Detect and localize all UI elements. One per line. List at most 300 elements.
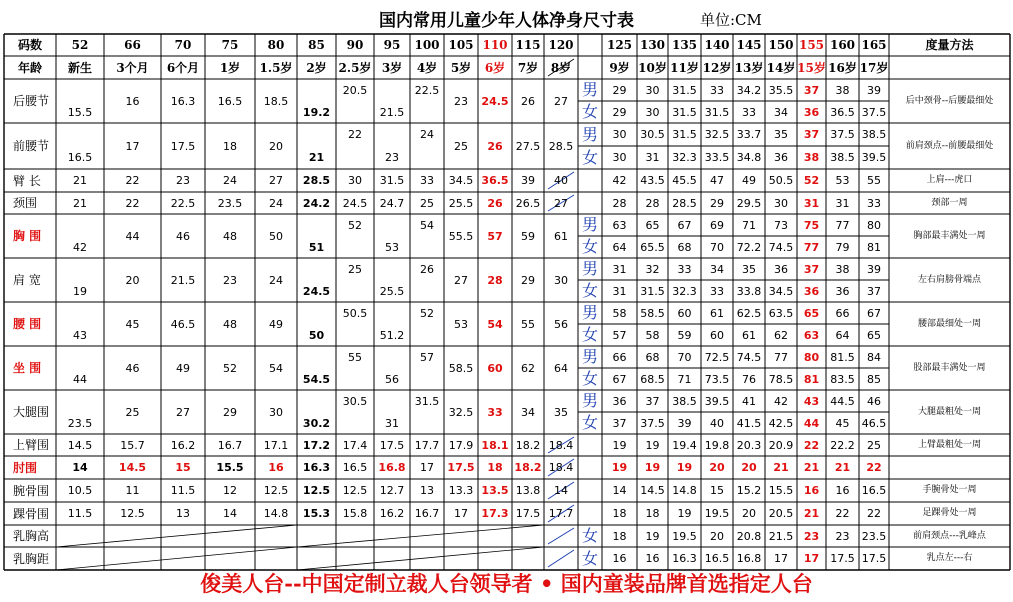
data-cell: 13: [176, 507, 190, 520]
data-cell: 11.5: [170, 484, 196, 497]
data-cell: 37: [612, 416, 627, 430]
data-cell: 30: [645, 105, 660, 119]
age-header-cell: 6个月: [166, 60, 200, 75]
data-cell: 14: [612, 484, 627, 497]
data-cell: 67: [677, 218, 692, 232]
data-cell: 15.8: [342, 507, 368, 520]
data-cell: 81: [803, 372, 820, 386]
data-cell: 15.5: [216, 461, 244, 474]
data-cell: 46.5: [170, 317, 196, 331]
data-cell: 12.5: [120, 507, 145, 520]
data-cell: 24.7: [379, 196, 405, 210]
age-header-cell: [578, 56, 602, 79]
data-cell: 42: [774, 394, 788, 408]
code-header-cell: 70: [174, 38, 192, 52]
data-cell: 35: [774, 128, 788, 141]
data-cell: 19.8: [704, 438, 730, 452]
data-cell: 42: [73, 240, 87, 254]
age-header-cell: 3个月: [116, 60, 149, 75]
data-cell: 53: [385, 240, 399, 254]
data-cell: 18: [612, 529, 627, 543]
data-cell: 66: [612, 350, 627, 364]
data-cell: 23: [454, 94, 468, 108]
data-cell: 30: [269, 405, 283, 419]
data-cell: 21.5: [768, 529, 794, 543]
data-cell: 23: [803, 529, 820, 543]
data-cell: 62.5: [736, 306, 762, 320]
data-cell: 19: [73, 284, 87, 298]
age-header-cell: 15岁: [797, 60, 826, 75]
data-cell: 15: [175, 461, 191, 474]
data-cell: 15.5: [768, 484, 794, 497]
data-cell: 28: [645, 196, 660, 210]
data-cell: 50.5: [342, 306, 368, 320]
data-cell: 18: [223, 139, 237, 153]
sex-female-label: 女: [581, 325, 598, 344]
data-cell: 63: [803, 328, 820, 342]
data-cell: 18: [612, 507, 627, 520]
data-cell: 17.3: [481, 507, 509, 520]
data-cell: 70: [677, 350, 692, 364]
data-cell: 23: [176, 174, 190, 187]
data-cell: 79: [835, 240, 850, 254]
data-cell: 43: [803, 394, 820, 408]
data-cell: 20.8: [736, 529, 762, 543]
data-cell: 22: [867, 507, 881, 520]
data-cell: 61: [554, 229, 568, 243]
data-cell: 29: [521, 273, 535, 287]
data-cell: 14: [72, 461, 88, 474]
data-cell: 15.7: [120, 438, 145, 452]
data-cell: 16.3: [302, 461, 331, 474]
data-cell: 55: [867, 174, 881, 187]
data-cell: 16.2: [379, 507, 405, 520]
data-cell: 20.5: [342, 83, 368, 97]
age-header-cell: 新生: [67, 60, 92, 75]
data-cell: 29: [612, 83, 627, 97]
measure-label: 坐 围: [13, 361, 42, 375]
data-cell: 28: [612, 196, 627, 210]
data-cell: 48: [223, 317, 237, 331]
data-cell: 46: [125, 361, 140, 375]
data-cell: 22.5: [170, 196, 196, 210]
data-cell: 67: [867, 306, 881, 320]
data-cell: 40: [554, 174, 568, 187]
data-cell: 16.5: [704, 552, 730, 565]
data-cell: 28.5: [548, 139, 574, 153]
data-cell: 38: [803, 151, 820, 164]
code-header-cell: 80: [267, 38, 285, 52]
measure-label: 乳胸高: [13, 529, 50, 543]
data-cell: 57: [420, 350, 434, 364]
data-cell: 13.5: [481, 484, 509, 497]
code-header-cell: 165: [861, 38, 887, 52]
data-cell: 53: [835, 174, 850, 187]
data-cell: 19: [644, 461, 661, 474]
age-header-cell: 16岁: [828, 60, 857, 75]
data-cell: 17.5: [861, 552, 887, 565]
data-cell: 46.5: [861, 416, 887, 430]
data-cell: 24: [269, 196, 283, 210]
data-cell: 63: [612, 218, 627, 232]
data-cell: 14.5: [118, 461, 147, 474]
data-cell: 36: [774, 262, 788, 276]
data-cell: 71: [677, 372, 692, 386]
data-cell: 34: [710, 262, 724, 276]
sex-female-label: 女: [581, 548, 598, 568]
data-cell: 32.3: [672, 284, 697, 298]
data-cell: 37: [803, 83, 820, 97]
measure-method: 颈部一周: [931, 197, 968, 208]
data-cell: 32: [645, 262, 660, 276]
measure-method: 腰部最细处一周: [917, 318, 981, 329]
data-cell: 18.2: [514, 461, 542, 474]
data-cell: 44: [73, 372, 87, 386]
data-cell: 60: [487, 361, 503, 375]
measure-label: 肩 宽: [13, 273, 41, 287]
data-cell: 74.5: [736, 350, 762, 364]
data-cell: 17: [125, 139, 140, 153]
data-cell: 69: [710, 218, 724, 232]
code-header-cell: 95: [383, 38, 401, 52]
data-cell: 19.5: [672, 529, 697, 543]
data-cell: 31.5: [672, 128, 697, 141]
data-cell: 30: [612, 128, 627, 141]
data-cell: 16.5: [342, 461, 368, 474]
data-cell: 33: [710, 83, 724, 97]
data-cell: 27: [554, 94, 568, 108]
data-cell: 17.1: [263, 438, 289, 452]
data-cell: 33: [420, 174, 434, 187]
data-cell: 49: [742, 174, 756, 187]
data-cell: 50: [308, 328, 325, 342]
data-cell: 20.9: [768, 438, 794, 452]
data-cell: 31.5: [672, 83, 697, 97]
age-header-cell: 5岁: [450, 60, 472, 75]
data-cell: 25: [454, 139, 468, 153]
data-cell: 55: [521, 317, 535, 331]
data-cell: 31: [835, 196, 850, 210]
data-cell: 29: [612, 105, 627, 119]
measure-method: [889, 456, 1010, 479]
data-cell: 62: [521, 361, 535, 375]
data-cell: 70: [710, 240, 724, 254]
data-cell: 55: [348, 350, 362, 364]
data-cell: 64: [835, 328, 850, 342]
data-cell: 20.3: [736, 438, 762, 452]
data-cell: 81: [867, 240, 881, 254]
measure-method: 足踝骨处一周: [922, 508, 977, 518]
sex-male-label: 男: [581, 259, 598, 278]
data-cell: 65: [803, 306, 820, 320]
data-cell: 81.5: [830, 350, 855, 364]
data-cell: 16.7: [217, 438, 243, 452]
data-cell: 37.5: [861, 105, 887, 119]
data-cell: 27.5: [515, 139, 541, 153]
data-cell: 19: [677, 507, 692, 520]
data-cell: 19.2: [302, 105, 331, 119]
data-cell: 36: [803, 284, 820, 298]
method-header: 度量方法: [925, 38, 974, 52]
data-cell: 16: [803, 484, 820, 497]
code-header-cell: 85: [308, 38, 325, 52]
data-cell: 17: [420, 461, 434, 474]
data-cell: 45.5: [672, 174, 697, 187]
data-cell: 28.5: [302, 174, 331, 187]
data-cell: 14.5: [640, 484, 665, 497]
age-header-cell: 7岁: [517, 60, 539, 75]
data-cell: 17.2: [302, 438, 331, 452]
data-cell: 74.5: [768, 240, 794, 254]
data-cell: 80: [803, 350, 820, 364]
data-cell: 37: [867, 284, 881, 298]
data-cell: 63.5: [768, 306, 794, 320]
data-cell: 11: [125, 484, 140, 497]
unit-label: 单位:CM: [700, 11, 762, 29]
data-cell: 19: [676, 461, 693, 474]
data-cell: 66: [835, 306, 850, 320]
data-cell: 26.5: [515, 196, 541, 210]
data-cell: 68.5: [640, 372, 665, 386]
measure-label: 前腰节: [13, 139, 50, 153]
data-cell: 34.5: [768, 284, 794, 298]
data-cell: 36.5: [830, 105, 855, 119]
data-cell: 52: [803, 174, 820, 187]
data-cell: 18.2: [515, 438, 541, 452]
data-cell: 68: [677, 240, 692, 254]
data-cell: 22: [866, 461, 882, 474]
data-cell: 38.5: [830, 151, 855, 164]
data-cell: 77: [835, 218, 850, 232]
data-cell: 43.5: [640, 174, 665, 187]
data-cell: 18.1: [481, 438, 509, 452]
sex-male-label: 男: [581, 124, 598, 144]
data-cell: 15: [710, 484, 724, 497]
data-cell: 24: [269, 273, 283, 287]
data-cell: 41.5: [736, 416, 762, 430]
data-cell: 37: [645, 394, 660, 408]
data-cell: 54: [420, 218, 434, 232]
data-cell: 25.5: [448, 196, 474, 210]
data-cell: 65.5: [640, 240, 665, 254]
code-header-cell: [578, 34, 602, 56]
data-cell: 67: [612, 372, 627, 386]
measure-label: 臂 长: [13, 173, 41, 188]
data-cell: 54: [487, 317, 503, 331]
data-cell: 16.3: [170, 94, 196, 108]
data-cell: 21.5: [379, 105, 405, 119]
data-cell: 34.5: [448, 174, 474, 187]
data-cell: 17.5: [515, 507, 541, 520]
age-header-cell: 13岁: [734, 60, 764, 75]
age-header-cell: 14岁: [766, 60, 796, 75]
measure-label: 上臂围: [13, 438, 50, 452]
data-cell: 30: [774, 196, 788, 210]
data-cell: 18: [487, 461, 503, 474]
data-cell: 19: [645, 438, 660, 452]
data-cell: 13.8: [515, 484, 541, 497]
data-cell: 24: [223, 174, 237, 187]
data-cell: 21: [308, 151, 325, 164]
data-cell: 17: [454, 507, 468, 520]
data-cell: 77: [803, 240, 820, 254]
data-cell: 21: [803, 507, 820, 520]
data-cell: 14: [223, 507, 237, 520]
measure-method: 手腕骨处一周: [922, 485, 977, 495]
data-cell: 31: [612, 284, 627, 298]
data-cell: 43: [73, 328, 87, 342]
data-cell: 85: [867, 372, 881, 386]
data-cell: 77: [774, 350, 788, 364]
data-cell: 14.5: [67, 438, 93, 452]
data-cell: 31: [612, 262, 627, 276]
data-cell: 62: [774, 328, 788, 342]
data-cell: 58: [645, 328, 660, 342]
data-cell: 64: [612, 240, 627, 254]
code-header-cell: 66: [124, 38, 141, 52]
page-title: 国内常用儿童少年人体净身尺寸表: [379, 11, 634, 31]
data-cell: 22: [348, 128, 362, 141]
data-cell: 17.5: [170, 139, 196, 153]
data-cell: 73.5: [704, 372, 730, 386]
data-cell: 15.5: [67, 105, 93, 119]
data-cell: 46: [867, 394, 881, 408]
data-cell: 22.2: [830, 438, 855, 452]
code-header-cell: 100: [414, 38, 440, 52]
data-cell: 32.3: [672, 151, 697, 164]
data-cell: 42.5: [768, 416, 794, 430]
data-cell: 54: [269, 361, 283, 375]
data-cell: 14.8: [672, 484, 697, 497]
data-cell: 68: [645, 350, 660, 364]
data-cell: 42: [612, 174, 627, 187]
code-header-cell: 105: [448, 38, 474, 52]
data-cell: 20: [741, 461, 757, 474]
data-cell: 21: [73, 174, 87, 187]
data-cell: 30.2: [302, 416, 331, 430]
data-cell: 31.5: [672, 105, 697, 119]
data-cell: 10.5: [67, 484, 93, 497]
data-cell: 14: [554, 484, 568, 497]
measure-label: 腕骨围: [13, 483, 50, 498]
data-cell: 24.5: [302, 284, 331, 298]
data-cell: 19.5: [704, 507, 730, 520]
code-header-cell: 125: [606, 38, 633, 52]
age-header-cell: 9岁: [609, 60, 630, 75]
data-cell: 46: [176, 229, 190, 243]
age-header-cell: 6岁: [484, 60, 506, 75]
code-header-cell: 115: [515, 38, 541, 52]
data-cell: 33: [742, 105, 756, 119]
data-cell: 50: [269, 229, 283, 243]
sex-male-label: 男: [581, 80, 598, 99]
data-cell: 16: [125, 94, 140, 108]
footer-slogan: 俊美人台--中国定制立裁人台领导者 • 国内童装品牌首选指定人台: [200, 571, 813, 596]
data-cell: 17.7: [414, 438, 440, 452]
data-cell: 19.4: [672, 438, 697, 452]
data-cell: 33: [487, 405, 503, 419]
data-cell: 58.5: [640, 306, 665, 320]
data-cell: 12.7: [379, 484, 405, 497]
data-cell: 83.5: [830, 372, 855, 386]
data-cell: 31: [385, 416, 399, 430]
age-header-cell: 11岁: [670, 60, 699, 75]
data-cell: 23: [385, 151, 399, 164]
data-cell: 15.3: [302, 507, 331, 520]
sex-female-label: 女: [581, 526, 598, 545]
code-header-cell: 52: [71, 38, 89, 52]
data-cell: 33.7: [736, 128, 762, 141]
data-cell: 65: [867, 328, 881, 342]
data-cell: 27: [454, 273, 468, 287]
data-cell: 21: [73, 196, 87, 210]
data-cell: 31.5: [704, 105, 730, 119]
data-cell: 40: [710, 416, 724, 430]
data-cell: 45: [125, 317, 140, 331]
data-cell: 29: [710, 196, 724, 210]
measure-label: 腰 围: [13, 317, 42, 331]
measure-method: 后中颈骨--后腰最细处: [905, 95, 994, 106]
data-cell: 58.5: [448, 361, 474, 375]
data-cell: 23: [835, 529, 850, 543]
measure-method: 前肩颈点--前腰最细处: [905, 140, 994, 151]
data-cell: 27: [269, 174, 283, 187]
data-cell: 21.5: [170, 273, 196, 287]
data-cell: 52: [223, 361, 237, 375]
data-cell: 58: [612, 306, 627, 320]
data-cell: 16.8: [378, 461, 406, 474]
data-cell: 17.4: [342, 438, 368, 452]
data-cell: 24.2: [302, 196, 331, 210]
data-cell: 25: [348, 262, 362, 276]
data-cell: 12.5: [342, 484, 368, 497]
age-header-cell: 1岁: [219, 60, 241, 75]
data-cell: 33: [677, 262, 692, 276]
data-cell: 17.9: [448, 438, 474, 452]
data-cell: 24: [420, 128, 434, 141]
data-cell: 30.5: [640, 128, 665, 141]
data-cell: 44: [125, 229, 140, 243]
measure-method: 左右肩膀骨端点: [917, 274, 981, 285]
data-cell: 26: [487, 196, 503, 210]
data-cell: 51.2: [379, 328, 405, 342]
data-cell: 34: [521, 405, 535, 419]
data-cell: 17.5: [379, 438, 405, 452]
data-cell: 25: [125, 405, 140, 419]
age-header-cell: 1.5岁: [259, 60, 293, 75]
data-cell: 23.5: [861, 529, 887, 543]
data-cell: 32.5: [448, 405, 474, 419]
code-header-cell: 75: [221, 38, 239, 52]
data-cell: 31.5: [414, 394, 440, 408]
code-header-cell: 140: [704, 38, 730, 52]
data-cell: 52: [420, 306, 434, 320]
data-cell: 38: [835, 83, 850, 97]
data-cell: 16.5: [217, 94, 243, 108]
data-cell: 33.5: [704, 151, 730, 164]
data-cell: 56: [554, 317, 568, 331]
code-header-cell: 155: [798, 38, 825, 52]
data-cell: 12: [223, 484, 237, 497]
code-header-cell: 110: [482, 38, 508, 52]
data-cell: 38.5: [672, 394, 697, 408]
data-cell: 39: [867, 262, 881, 276]
data-cell: 37: [803, 128, 820, 141]
data-cell: 31: [803, 196, 820, 210]
data-cell: 16.3: [672, 552, 697, 565]
data-cell: 30.5: [342, 394, 368, 408]
data-cell: 30: [554, 273, 568, 287]
